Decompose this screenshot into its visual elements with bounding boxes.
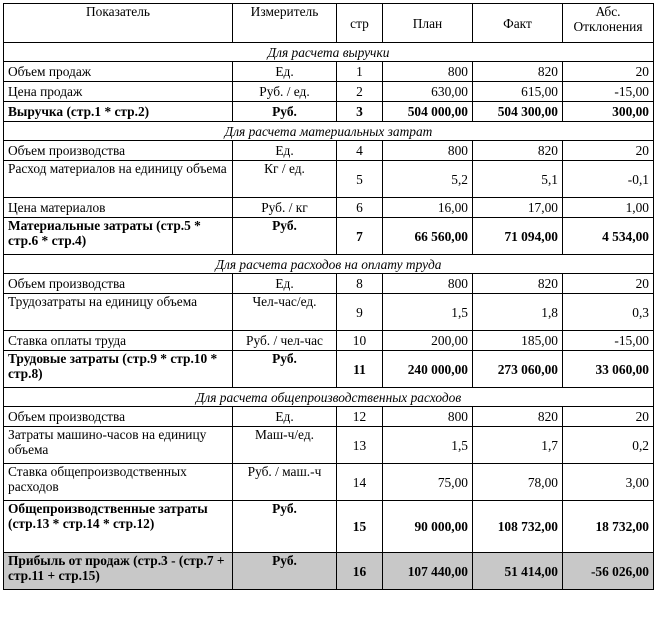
row-fact: 504 300,00 xyxy=(473,102,563,122)
row-fact: 273 060,00 xyxy=(473,351,563,388)
row-number: 2 xyxy=(337,82,383,102)
row-deviation: 0,3 xyxy=(563,294,654,331)
row-number: 3 xyxy=(337,102,383,122)
row-fact: 78,00 xyxy=(473,464,563,501)
row-unit: Руб. / кг xyxy=(233,198,337,218)
row-number: 7 xyxy=(337,218,383,255)
table-row xyxy=(4,427,654,464)
row-plan: 200,00 xyxy=(383,331,473,351)
section-title: Для расчета общепроизводственных расходов xyxy=(4,388,654,407)
row-deviation: 3,00 xyxy=(563,464,654,501)
row-name: Ставка общепроизводственных расходов xyxy=(4,464,233,501)
row-fact: 185,00 xyxy=(473,331,563,351)
row-deviation: -0,1 xyxy=(563,161,654,198)
row-fact: 108 732,00 xyxy=(473,501,563,553)
header-abs-dev: Абс. Отклонения xyxy=(563,4,654,43)
table-row xyxy=(4,464,654,501)
row-deviation: 4 534,00 xyxy=(563,218,654,255)
row-name: Затраты машино-часов на единицу объема xyxy=(4,427,233,464)
row-number: 11 xyxy=(337,351,383,388)
row-name: Объем производства xyxy=(4,274,233,294)
row-plan: 1,5 xyxy=(383,427,473,464)
row-deviation: -56 026,00 xyxy=(563,553,654,590)
table-row xyxy=(4,161,654,198)
row-deviation: 0,2 xyxy=(563,427,654,464)
section-header-overhead xyxy=(4,388,654,407)
row-deviation: 1,00 xyxy=(563,198,654,218)
row-unit: Ед. xyxy=(233,274,337,294)
row-fact: 615,00 xyxy=(473,82,563,102)
row-unit: Ед. xyxy=(233,62,337,82)
row-number: 15 xyxy=(337,501,383,553)
table-row xyxy=(4,501,654,553)
row-plan: 800 xyxy=(383,274,473,294)
row-name: Цена материалов xyxy=(4,198,233,218)
row-deviation: 33 060,00 xyxy=(563,351,654,388)
row-name: Общепроизводственные затраты (стр.13 * стр.14 * стр.12) xyxy=(4,501,233,553)
row-fact: 51 414,00 xyxy=(473,553,563,590)
row-number: 9 xyxy=(337,294,383,331)
row-unit: Руб. xyxy=(233,351,337,388)
section-title: Для расчета материальных затрат xyxy=(4,122,654,141)
row-plan: 630,00 xyxy=(383,82,473,102)
row-fact: 71 094,00 xyxy=(473,218,563,255)
table-row xyxy=(4,102,654,122)
row-name: Выручка (стр.1 * стр.2) xyxy=(4,102,233,122)
row-number: 12 xyxy=(337,407,383,427)
table-row xyxy=(4,274,654,294)
row-plan: 800 xyxy=(383,141,473,161)
row-unit: Кг / ед. xyxy=(233,161,337,198)
row-fact: 820 xyxy=(473,141,563,161)
row-plan: 75,00 xyxy=(383,464,473,501)
section-header-revenue xyxy=(4,43,654,62)
row-deviation: 20 xyxy=(563,141,654,161)
row-plan: 1,5 xyxy=(383,294,473,331)
header-indicator: Показатель xyxy=(4,4,233,43)
table-row xyxy=(4,198,654,218)
row-number: 8 xyxy=(337,274,383,294)
row-plan: 16,00 xyxy=(383,198,473,218)
row-deviation: -15,00 xyxy=(563,331,654,351)
row-fact: 820 xyxy=(473,62,563,82)
row-deviation: 300,00 xyxy=(563,102,654,122)
row-unit: Чел-час/ед. xyxy=(233,294,337,331)
row-number: 6 xyxy=(337,198,383,218)
table-row xyxy=(4,331,654,351)
table-row xyxy=(4,141,654,161)
table-row xyxy=(4,294,654,331)
row-unit: Руб. / чел-час xyxy=(233,331,337,351)
row-name: Ставка оплаты труда xyxy=(4,331,233,351)
row-deviation: 20 xyxy=(563,407,654,427)
row-unit: Ед. xyxy=(233,141,337,161)
row-fact: 820 xyxy=(473,407,563,427)
header-unit: Измеритель xyxy=(233,4,337,43)
row-plan: 107 440,00 xyxy=(383,553,473,590)
row-fact: 1,7 xyxy=(473,427,563,464)
row-deviation: -15,00 xyxy=(563,82,654,102)
header-plan: План xyxy=(383,4,473,43)
row-number: 10 xyxy=(337,331,383,351)
row-number: 14 xyxy=(337,464,383,501)
row-number: 16 xyxy=(337,553,383,590)
row-deviation: 18 732,00 xyxy=(563,501,654,553)
row-plan: 90 000,00 xyxy=(383,501,473,553)
section-header-labor xyxy=(4,255,654,274)
table-row xyxy=(4,82,654,102)
row-plan: 504 000,00 xyxy=(383,102,473,122)
section-title: Для расчета выручки xyxy=(4,43,654,62)
row-name: Материальные затраты (стр.5 * стр.6 * стр.4) xyxy=(4,218,233,255)
row-fact: 820 xyxy=(473,274,563,294)
analysis-table xyxy=(3,3,654,590)
table-header xyxy=(4,4,654,43)
row-plan: 800 xyxy=(383,62,473,82)
row-name: Расход материалов на единицу объема xyxy=(4,161,233,198)
row-plan: 240 000,00 xyxy=(383,351,473,388)
row-number: 5 xyxy=(337,161,383,198)
row-name: Трудозатраты на единицу объема xyxy=(4,294,233,331)
section-title: Для расчета расходов на оплату труда xyxy=(4,255,654,274)
row-plan: 66 560,00 xyxy=(383,218,473,255)
row-name: Объем продаж xyxy=(4,62,233,82)
row-plan: 5,2 xyxy=(383,161,473,198)
row-name: Объем производства xyxy=(4,141,233,161)
row-number: 1 xyxy=(337,62,383,82)
table-row xyxy=(4,351,654,388)
row-deviation: 20 xyxy=(563,62,654,82)
row-unit: Руб. / ед. xyxy=(233,82,337,102)
total-row xyxy=(4,553,654,590)
row-unit: Руб. xyxy=(233,553,337,590)
row-plan: 800 xyxy=(383,407,473,427)
row-unit: Руб. xyxy=(233,501,337,553)
table-row xyxy=(4,407,654,427)
row-number: 4 xyxy=(337,141,383,161)
section-header-materials xyxy=(4,122,654,141)
row-fact: 1,8 xyxy=(473,294,563,331)
row-name: Прибыль от продаж (стр.3 - (стр.7 + стр.11 + стр.15) xyxy=(4,553,233,590)
row-name: Цена продаж xyxy=(4,82,233,102)
row-unit: Руб. xyxy=(233,218,337,255)
table-row xyxy=(4,218,654,255)
header-fact: Факт xyxy=(473,4,563,43)
row-fact: 17,00 xyxy=(473,198,563,218)
row-name: Трудовые затраты (стр.9 * стр.10 * стр.8) xyxy=(4,351,233,388)
row-number: 13 xyxy=(337,427,383,464)
row-name: Объем производства xyxy=(4,407,233,427)
row-unit: Руб. xyxy=(233,102,337,122)
row-deviation: 20 xyxy=(563,274,654,294)
row-fact: 5,1 xyxy=(473,161,563,198)
row-unit: Руб. / маш.-ч xyxy=(233,464,337,501)
header-row-no: стр xyxy=(337,4,383,43)
row-unit: Ед. xyxy=(233,407,337,427)
row-unit: Маш-ч/ед. xyxy=(233,427,337,464)
table-row xyxy=(4,62,654,82)
